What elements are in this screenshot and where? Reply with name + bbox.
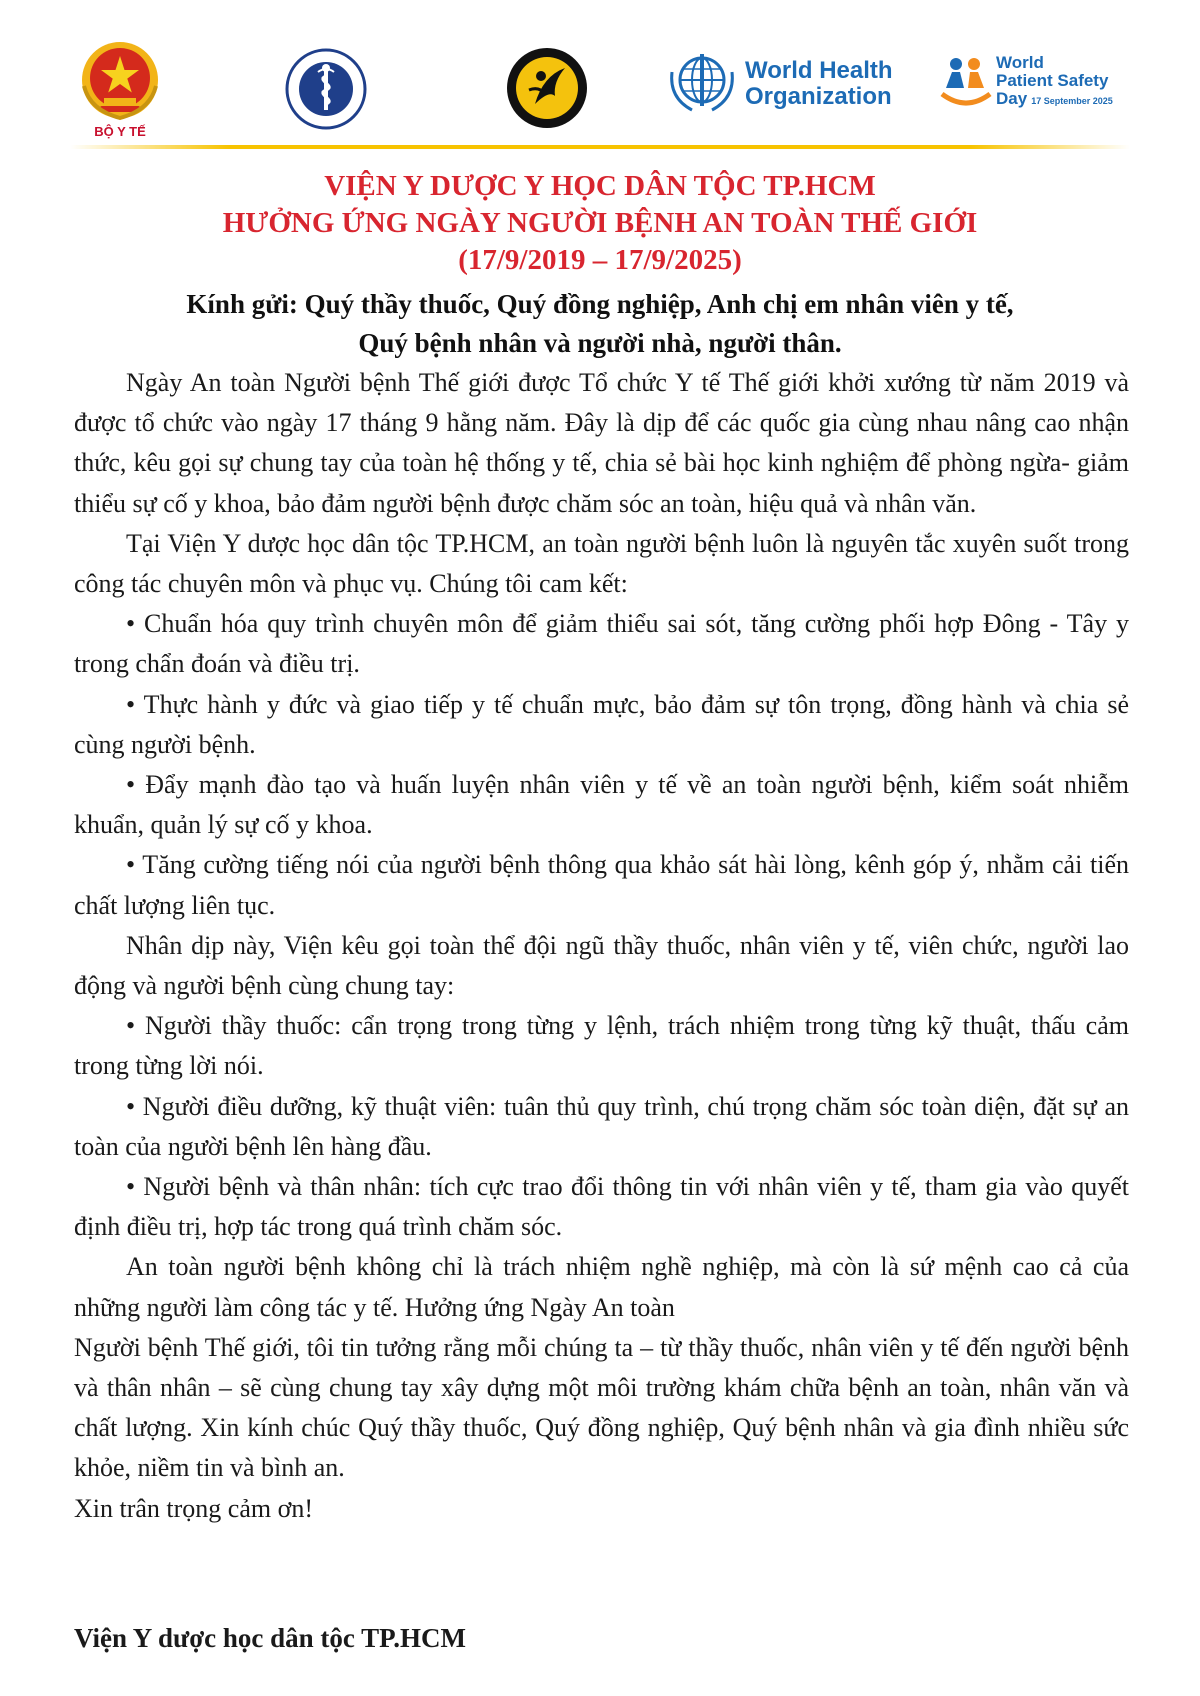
paragraph-commitment: Tại Viện Y dược học dân tộc TP.HCM, an toàn người bệnh luôn là nguyên tắc xuyên suốt trong công tác chuyên môn và phục vụ. Chúng tôi cam kết:	[74, 528, 1129, 599]
who-line1: World Health	[745, 57, 893, 84]
paragraph-intro: Ngày An toàn Người bệnh Thế giới được Tổ chức Y tế Thế giới khởi xướng từ năm 2019 và được tổ chức vào ngày 17 tháng 9 hằng năm. Đây là dịp để các quốc gia cùng nhau nâng cao nhận thức, kêu gọi sự chung tay của toàn hệ thống y tế, chia sẻ bài học kinh nghiệm để phòng ngừa- giảm thiểu sự cố y khoa, bảo đảm người bệnh được chăm sóc an toàn, hiệu quả và nhân văn.	[74, 368, 1129, 518]
ministry-caption: BỘ Y TẾ	[94, 124, 146, 139]
institute-logo	[505, 46, 589, 130]
commitment-item: • Đẩy mạnh đào tạo và huấn luyện nhân viên y tế về an toàn người bệnh, kiểm soát nhiễm khuẩn, quản lý sự cố y khoa.	[74, 770, 1129, 840]
wpsd-date: 17 September 2025	[1031, 96, 1113, 106]
who-logo	[667, 50, 893, 114]
wpsd-line1: World	[996, 53, 1044, 72]
patient-safety-figures-icon	[940, 54, 992, 108]
who-wordmark	[745, 58, 893, 110]
institute-seal-icon	[505, 46, 589, 130]
commitment-item: • Thực hành y đức và giao tiếp y tế chuẩn mực, bảo đảm sự tôn trọng, đồng hành và chia sẻ cùng người bệnh.	[74, 689, 1129, 759]
national-emblem-icon	[70, 40, 170, 122]
header-line2: HƯỞNG ỨNG NGÀY NGƯỜI BỆNH AN TOÀN THẾ GIỚI	[222, 207, 978, 239]
department-of-health-logo	[285, 48, 367, 130]
signature: Viện Y dược học dân tộc TP.HCM	[74, 1623, 466, 1653]
caduceus-seal-icon	[285, 48, 367, 130]
call-item: • Người điều dưỡng, kỹ thuật viên: tuân thủ quy trình, chú trọng chăm sóc toàn diện, đặt sự an toàn của người bệnh lên hàng đầu.	[74, 1091, 1129, 1161]
gold-divider	[70, 145, 1130, 149]
thanks-line: Xin trân trọng cảm ơn!	[74, 1493, 314, 1523]
header-line1: VIỆN Y DƯỢC Y HỌC DÂN TỘC TP.HCM	[324, 170, 876, 202]
header-line3: (17/9/2019 – 17/9/2025)	[458, 244, 742, 276]
world-patient-safety-day-logo	[940, 53, 1113, 108]
logo-bar	[70, 40, 1130, 150]
paragraph-closing: An toàn người bệnh không chỉ là trách nhiệm nghề nghiệp, mà còn là sứ mệnh cao cả của những người làm công tác y tế. Hưởng ứng Ngày An toàn	[74, 1252, 1129, 1322]
greeting-line1: Kính gửi: Quý thầy thuốc, Quý đồng nghiệp, Anh chị em nhân viên y tế,	[186, 289, 1014, 319]
wpsd-day: Day	[996, 89, 1028, 108]
paragraph-closing-cont: Người bệnh Thế giới, tôi tin tưởng rằng mỗi chúng ta – từ thầy thuốc, nhân viên y tế đến người bệnh và thân nhân – sẽ cùng chung tay xây dựng một môi trường khám chữa bệnh an toàn, nhân văn và chất lượng. Xin kính chúc Quý thầy thuốc, Quý đồng nghiệp, Quý bệnh nhân và gia đình nhiều sức khỏe, niềm tin và bình an.	[74, 1332, 1129, 1483]
call-item: • Người bệnh và thân nhân: tích cực trao đổi thông tin với nhân viên y tế, tham gia vào quyết định điều trị, hợp tác trong quá trình chăm sóc.	[74, 1172, 1129, 1242]
greeting-line2: Quý bệnh nhân và người nhà, người thân.	[358, 328, 842, 358]
letter-body	[74, 363, 1129, 1529]
wpsd-wordmark	[996, 54, 1113, 110]
who-line2: Organization	[745, 83, 892, 110]
paragraph-call: Nhân dịp này, Viện kêu gọi toàn thể đội ngũ thầy thuốc, nhân viên y tế, viên chức, người lao động và người bệnh cùng chung tay:	[74, 930, 1129, 1001]
wpsd-line3	[996, 90, 1113, 110]
ministry-of-health-logo	[70, 40, 170, 139]
commitment-item: • Chuẩn hóa quy trình chuyên môn để giảm thiểu sai sót, tăng cường phối hợp Đông - Tây y trong chẩn đoán và điều trị.	[74, 609, 1129, 679]
commitment-item: • Tăng cường tiếng nói của người bệnh thông qua khảo sát hài lòng, kênh góp ý, nhằm cải tiến chất lượng liên tục.	[74, 850, 1129, 920]
call-item: • Người thầy thuốc: cẩn trọng trong từng y lệnh, trách nhiệm trong từng kỹ thuật, thấu cảm trong từng lời nói.	[74, 1011, 1129, 1081]
who-emblem-icon	[667, 50, 737, 114]
wpsd-line2: Patient Safety	[996, 71, 1109, 90]
